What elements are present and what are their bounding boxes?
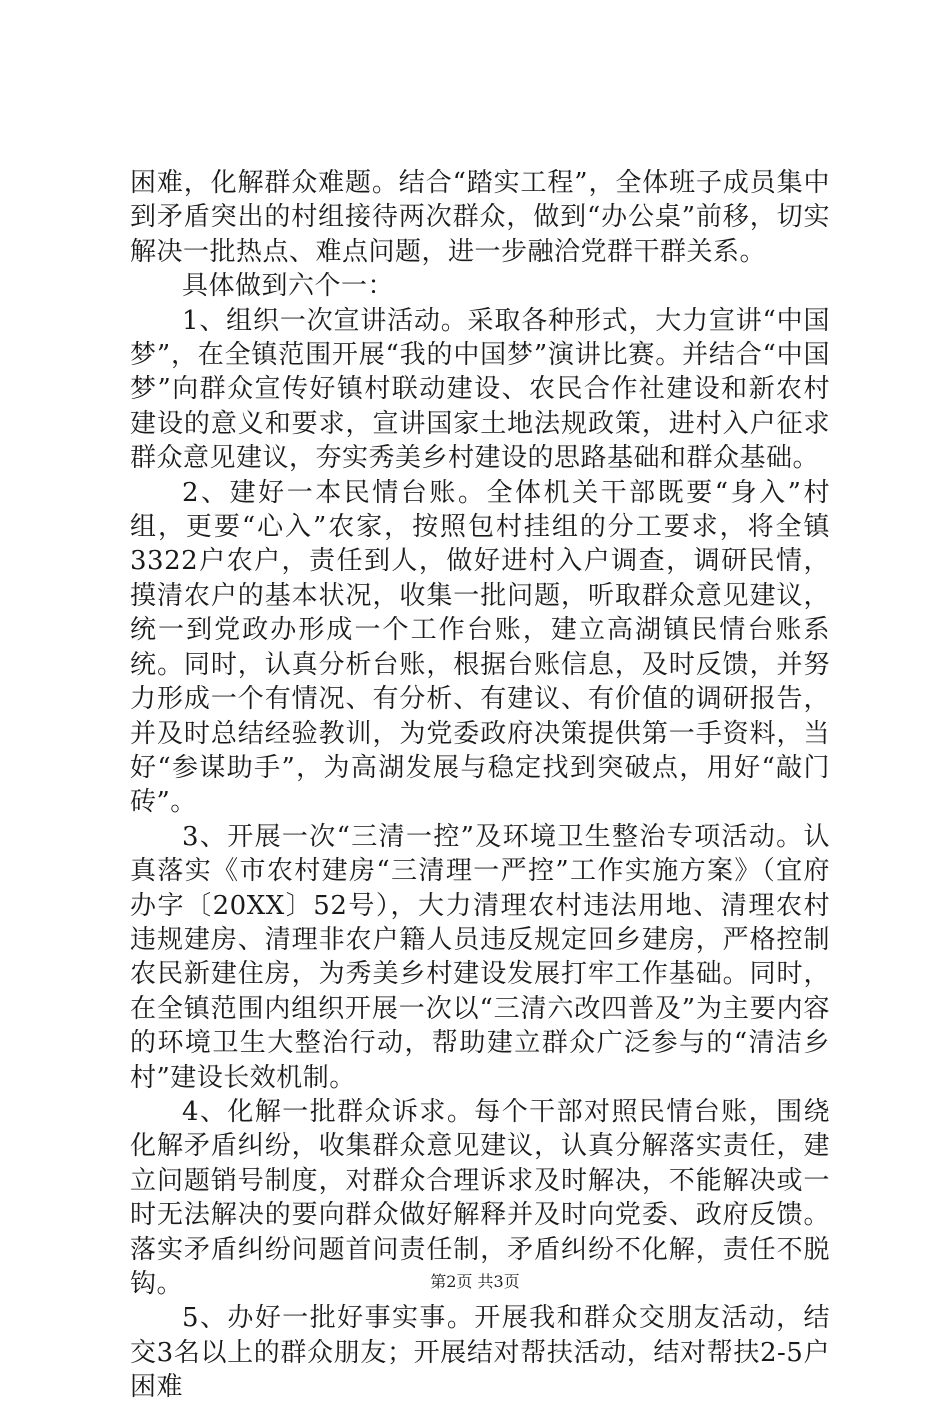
paragraph-item-1: 1、组织一次宣讲活动。采取各种形式，大力宣讲“中国梦”，在全镇范围开展“我的中国梦”演讲比赛。并结合“中国梦”向群众宣传好镇村联动建设、农民合作社建设和新农村建设的意义和要求，宣讲国家土地法规政策，进村入户征求群众意见建议，夯实秀美乡村建设的思路基础和群众基础。 — [130, 305, 830, 474]
page-number-footer: 第2页 共3页 — [430, 1272, 520, 1291]
paragraph-continuation: 困难，化解群众难题。结合“踏实工程”，全体班子成员集中到矛盾突出的村组接待两次群众，做到“办公桌”前移，切实解决一批热点、难点问题，进一步融洽党群干群关系。 — [130, 168, 830, 267]
paragraph-item-5: 5、办好一批好事实事。开展我和群众交朋友活动，结交3名以上的群众朋友；开展结对帮扶活动，结对帮扶2-5户困难 — [130, 1303, 830, 1403]
paragraph-item-2: 2、建好一本民情台账。全体机关干部既要“身入”村组，更要“心入”农家，按照包村挂组的分工要求，将全镇3322户农户，责任到人，做好进村入户调查，调研民情，摸清农户的基本状况，收集一批问题，听取群众意见建议，统一到党政办形成一个工作台账，建立高湖镇民情台账系统。同时，认真分析台账，根据台账信息，及时反馈，并努力形成一个有情况、有分析、有建议、有价值的调研报告，并及时总结经验教训，为党委政府决策提供第一手资料，当好“参谋助手”，为高湖发展与稳定找到突破点，用好“敲门砖”。 — [130, 477, 830, 818]
paragraph-item-4: 4、化解一批群众诉求。每个干部对照民情台账，围绕化解矛盾纠纷，收集群众意见建议，认真分解落实责任，建立问题销号制度，对群众合理诉求及时解决，不能解决或一时无法解决的要向群众做好解释并及时向党委、政府反馈。落实矛盾纠纷问题首问责任制，矛盾纠纷不化解，责任不脱钩。 — [130, 1096, 830, 1299]
paragraph-item-3: 3、开展一次“三清一控”及环境卫生整治专项活动。认真落实《市农村建房“三清理一严控”工作实施方案》（宜府办字〔20XX〕52号），大力清理农村违法用地、清理农村违规建房、清理非农户籍人员违反规定回乡建房，严格控制农民新建住房，为秀美乡村建设发展打牢工作基础。同时，在全镇范围内组织开展一次以“三清六改四普及”为主要内容的环境卫生大整治行动，帮助建立群众广泛参与的“清洁乡村”建设长效机制。 — [130, 821, 830, 1093]
document-body — [130, 166, 830, 1405]
paragraph-intro: 具体做到六个一： — [182, 271, 395, 302]
